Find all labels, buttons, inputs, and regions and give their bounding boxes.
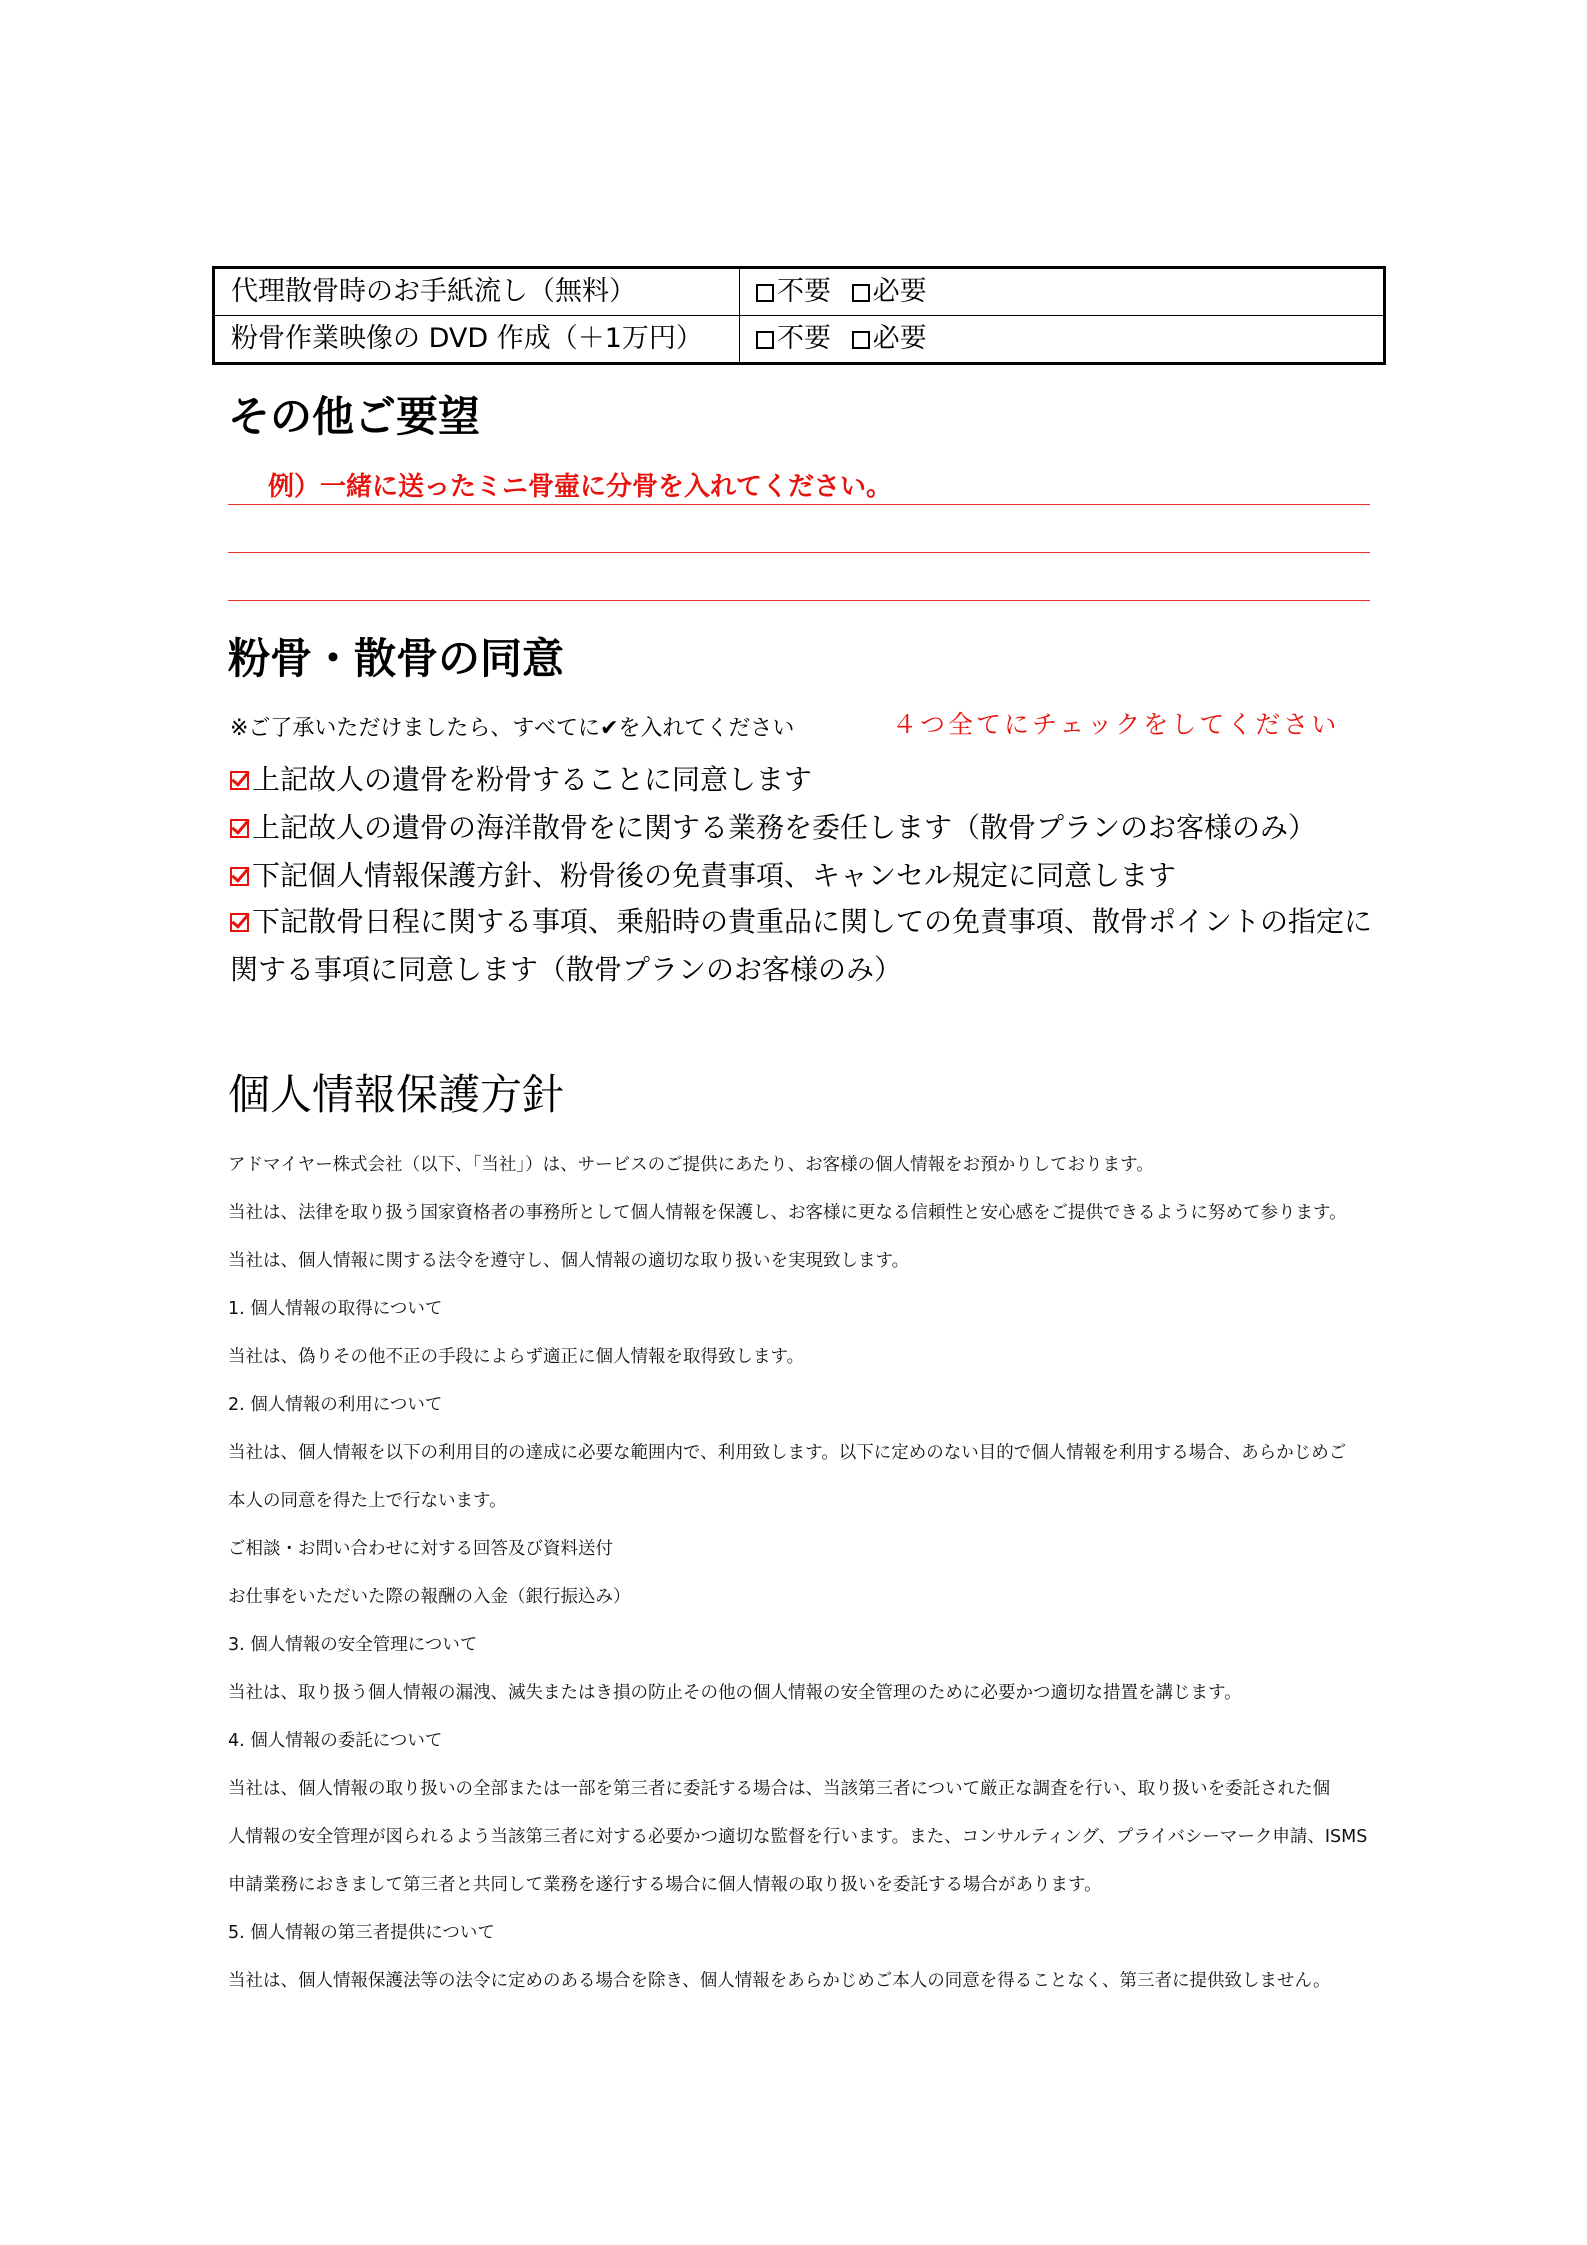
option-choices [740, 268, 1385, 316]
privacy-heading: 個人情報保護方針 [228, 1070, 565, 1119]
checkbox-not-needed[interactable]: 不要 [756, 316, 831, 362]
checked-box-icon[interactable] [230, 771, 249, 790]
consent-item[interactable]: 上記故人の遺骨の海洋散骨をに関する業務を委任します（散骨プランのお客様のみ） [230, 814, 1316, 842]
privacy-section-title: 3. 個人情報の安全管理について [228, 1635, 478, 1655]
checkbox-not-needed[interactable]: 不要 [756, 269, 831, 315]
privacy-paragraph: お仕事をいただいた際の報酬の入金（銀行振込み） [228, 1587, 631, 1607]
request-input-line[interactable] [228, 504, 1370, 505]
consent-item[interactable]: 上記故人の遺骨を粉骨することに同意します [230, 766, 812, 794]
table-row [214, 268, 1385, 316]
checked-box-icon[interactable] [230, 819, 249, 838]
checked-box-icon[interactable] [230, 867, 249, 886]
privacy-section-title: 1. 個人情報の取得について [228, 1299, 443, 1319]
checkbox-icon [756, 331, 774, 349]
option-label: 粉骨作業映像の DVD 作成（＋1万円） [214, 316, 740, 364]
request-input-line[interactable] [228, 552, 1370, 553]
request-example-text: 例）一緒に送ったミニ骨壷に分骨を入れてください。 [268, 472, 893, 502]
checked-box-icon[interactable] [230, 913, 249, 932]
privacy-paragraph: 当社は、取り扱う個人情報の漏洩、滅失またはき損の防止その他の個人情報の安全管理のために必要かつ適切な措置を講じます。 [228, 1683, 1242, 1703]
consent-heading: 粉骨・散骨の同意 [228, 634, 565, 683]
checkbox-icon [756, 284, 774, 302]
privacy-paragraph: ご相談・お問い合わせに対する回答及び資料送付 [228, 1539, 613, 1559]
privacy-paragraph: 当社は、個人情報に関する法令を遵守し、個人情報の適切な取り扱いを実現致します。 [228, 1251, 910, 1271]
option-choices [740, 316, 1385, 364]
checkbox-needed[interactable]: 必要 [852, 269, 927, 315]
request-input-line[interactable] [228, 600, 1370, 601]
consent-item[interactable]: 下記個人情報保護方針、粉骨後の免責事項、キャンセル規定に同意します [230, 862, 1176, 890]
checkbox-needed[interactable]: 必要 [852, 316, 927, 362]
table-row [214, 316, 1385, 364]
option-label: 代理散骨時のお手紙流し（無料） [214, 268, 740, 316]
consent-red-note: ４つ全てにチェックをしてください [892, 710, 1340, 739]
privacy-paragraph: 当社は、個人情報保護法等の法令に定めのある場合を除き、個人情報をあらかじめご本人の同意を得ることなく、第三者に提供致しません。 [228, 1971, 1331, 1991]
consent-item[interactable]: 下記散骨日程に関する事項、乗船時の貴重品に関しての免責事項、散骨ポイントの指定に関する事項に同意します（散骨プランのお客様のみ） [230, 905, 1373, 986]
privacy-paragraph: 申請業務におきまして第三者と共同して業務を遂行する場合に個人情報の取り扱いを委託する場合があります。 [228, 1875, 1102, 1895]
requests-heading: その他ご要望 [228, 392, 481, 441]
privacy-paragraph: 当社は、法律を取り扱う国家資格者の事務所として個人情報を保護し、お客様に更なる信頼性と安心感をご提供できるように努めて参ります。 [228, 1203, 1347, 1223]
privacy-paragraph: 当社は、偽りその他不正の手段によらず適正に個人情報を取得致します。 [228, 1347, 805, 1367]
privacy-paragraph: 本人の同意を得た上で行ないます。 [228, 1491, 507, 1511]
checkbox-icon [852, 284, 870, 302]
privacy-section-title: 4. 個人情報の委託について [228, 1731, 443, 1751]
privacy-paragraph: 当社は、個人情報の取り扱いの全部または一部を第三者に委託する場合は、当該第三者について厳正な調査を行い、取り扱いを委託された個 [228, 1779, 1331, 1799]
consent-instruction: ※ご了承いただけましたら、すべてに✔を入れてください [230, 716, 795, 741]
privacy-paragraph: 当社は、個人情報を以下の利用目的の達成に必要な範囲内で、利用致します。以下に定めのない目的で個人情報を利用する場合、あらかじめご [228, 1443, 1347, 1463]
privacy-paragraph: アドマイヤー株式会社（以下、「当社」）は、サービスのご提供にあたり、お客様の個人情報をお預かりしております。 [228, 1155, 1154, 1175]
checkbox-icon [852, 331, 870, 349]
privacy-section-title: 5. 個人情報の第三者提供について [228, 1923, 495, 1943]
options-table [212, 266, 1386, 365]
privacy-paragraph: 人情報の安全管理が図られるよう当該第三者に対する必要かつ適切な監督を行います。また、コンサルティング、プライバシーマーク申請、ISMS [228, 1827, 1368, 1847]
privacy-section-title: 2. 個人情報の利用について [228, 1395, 443, 1415]
